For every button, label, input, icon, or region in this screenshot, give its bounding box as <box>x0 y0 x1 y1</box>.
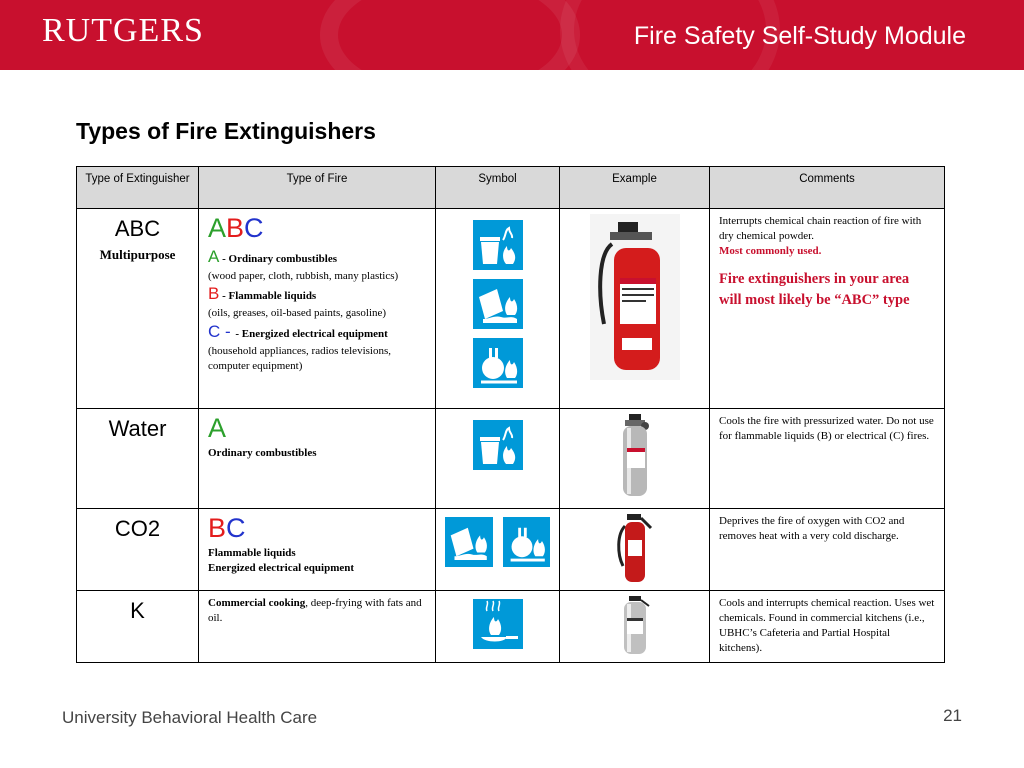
fire-class-letters: ABC <box>208 213 264 243</box>
table-header-row <box>77 167 945 209</box>
rutgers-logo: RUTGERS <box>42 12 204 49</box>
fire-class-c-detail: (household appliances, radios televisions, computer equipment) <box>208 345 391 373</box>
extinguisher-type: CO2 <box>114 516 161 541</box>
extinguisher-table <box>76 166 945 663</box>
type-cell <box>77 209 199 409</box>
fire-class-detail: , deep-frying with fats and oil. <box>208 597 422 624</box>
table-row <box>77 409 945 509</box>
column-header: Type of Fire <box>199 167 436 209</box>
column-header: Symbol <box>436 167 560 209</box>
page-number: 21 <box>943 706 962 725</box>
liquid-fire-icon <box>445 517 493 567</box>
fire-type-cell <box>199 509 436 591</box>
comment-text: Cools the fire with pressurized water. Do not use for flammable liquids (B) or electrical (C) fires. <box>719 415 934 442</box>
fire-class-b: B - Flammable liquids <box>208 284 317 304</box>
extinguisher-type: ABC <box>114 216 161 241</box>
comment-most-common: Most commonly used. <box>719 244 822 257</box>
type-cell <box>77 509 199 591</box>
comment-highlight: Fire extinguishers in your area will most likely be “ABC” type <box>719 270 910 308</box>
pan-fire-icon <box>473 599 523 649</box>
trash-fire-icon <box>473 420 523 470</box>
column-header: Type of Extinguisher <box>77 167 199 209</box>
fire-type-cell <box>199 209 436 409</box>
type-cell <box>77 409 199 509</box>
plug-fire-icon <box>503 517 551 567</box>
example-cell <box>560 591 710 663</box>
fire-type-cell <box>199 409 436 509</box>
fire-class-a-detail: (wood paper, cloth, rubbish, many plastics) <box>208 269 399 282</box>
fire-class-letters: A <box>208 413 227 443</box>
plug-fire-icon <box>473 338 523 388</box>
comment-cell <box>710 591 945 663</box>
extinguisher-subtype: Multipurpose <box>99 247 176 263</box>
co2-extinguisher-image <box>615 514 655 584</box>
trash-fire-icon <box>473 220 523 270</box>
column-header: Example <box>560 167 710 209</box>
page-title: Types of Fire Extinguishers <box>76 118 376 144</box>
liquid-fire-icon <box>473 279 523 329</box>
header-bar <box>0 0 1024 70</box>
comment-cell <box>710 509 945 591</box>
symbol-cell <box>436 209 560 409</box>
comment-cell <box>710 409 945 509</box>
fire-type-cell <box>199 591 436 663</box>
comment-cell <box>710 209 945 409</box>
table-row <box>77 509 945 591</box>
symbol-cell <box>436 509 560 591</box>
silver-extinguisher-image <box>615 414 655 498</box>
fire-class-letters: BC <box>208 513 246 543</box>
example-cell <box>560 409 710 509</box>
symbol-cell <box>436 409 560 509</box>
type-cell <box>77 591 199 663</box>
fire-class-a: A - Ordinary combustibles <box>208 246 337 266</box>
fire-class-label: Ordinary combustibles <box>208 446 317 459</box>
extinguisher-type: K <box>130 598 145 623</box>
k-extinguisher-image <box>615 596 655 656</box>
footer-organization: University Behavioral Health Care <box>62 708 318 727</box>
header-seal-decoration <box>320 0 580 70</box>
fire-class-c: C - - Energized electrical equipment <box>208 322 388 342</box>
comment-text: Interrupts chemical chain reaction of fire with dry chemical powder. <box>719 215 922 242</box>
example-cell <box>560 209 710 409</box>
fire-class-b-detail: (oils, greases, oil-based paints, gasoline) <box>208 307 387 320</box>
table-row <box>77 591 945 663</box>
red-extinguisher-image <box>590 214 680 380</box>
table-row <box>77 209 945 409</box>
module-title: Fire Safety Self-Study Module <box>633 22 966 50</box>
fire-class-label: Flammable liquids <box>208 546 296 559</box>
fire-class-label: Commercial cooking <box>208 597 306 609</box>
column-header: Comments <box>710 167 945 209</box>
symbol-cell <box>436 591 560 663</box>
example-cell <box>560 509 710 591</box>
comment-text: Cools and interrupts chemical reaction. Uses wet chemicals. Found in commercial kitchens (i.e., UBHC’s Cafeteria and Partial Hospital kitchens). <box>719 597 935 654</box>
fire-class-label: Energized electrical equipment <box>208 561 355 574</box>
extinguisher-type: Water <box>108 416 167 441</box>
comment-text: Deprives the fire of oxygen with CO2 and removes heat with a very cold discharge. <box>719 515 905 542</box>
